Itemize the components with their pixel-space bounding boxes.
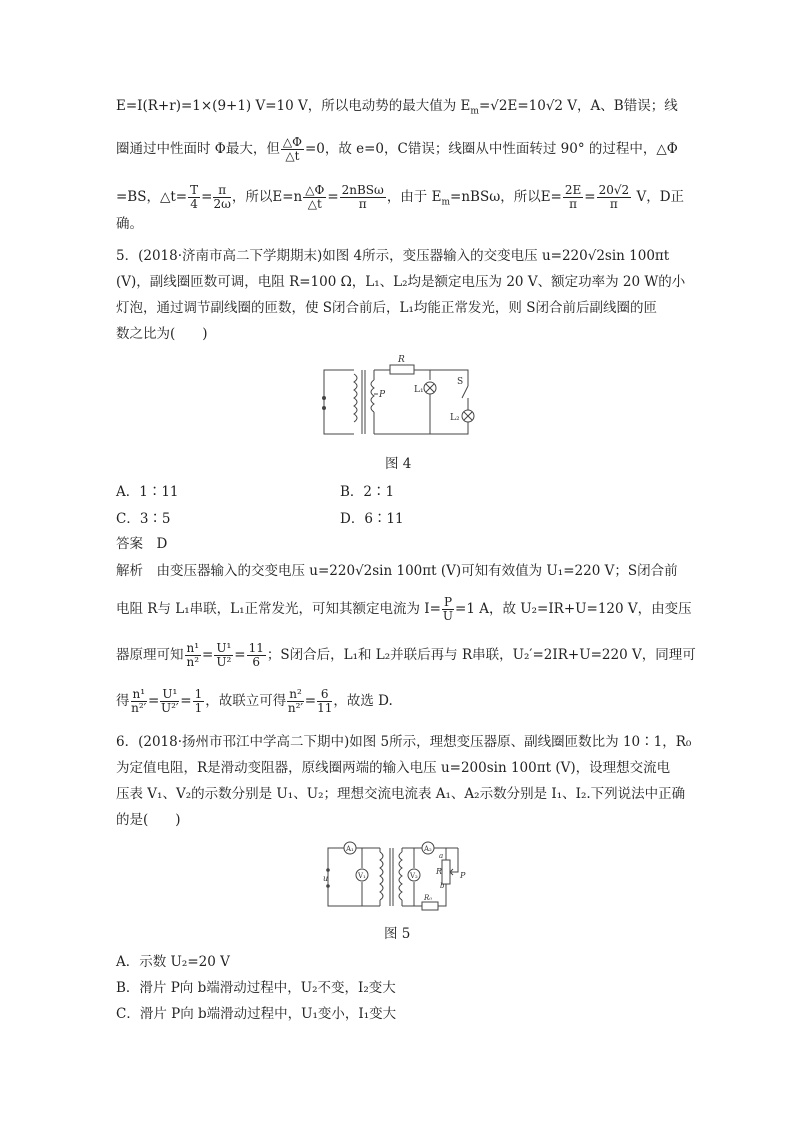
fig5-label-R: R <box>436 867 443 876</box>
fig4-label-S: S <box>457 377 464 387</box>
fraction: $\frac{P}{U}$ <box>442 595 454 623</box>
fraction: $\frac{\text{U¹}}{\text{U²′}}$ <box>161 687 179 715</box>
fraction: $\frac{6}{11}$ <box>317 687 333 715</box>
q6-option-b: B．滑片 P向 b端滑动过程中，U₂不变，I₂变大 <box>116 980 396 996</box>
fraction: $\frac{\text{n¹}}{\text{n²}}$ <box>186 641 200 669</box>
q5-answer: 答案 D <box>116 536 168 552</box>
q6-option-c: C．滑片 P向 b端滑动过程中，U₁变小，I₁变大 <box>116 1006 397 1022</box>
fraction: $\frac{\text{n²}}{\text{n²′}}$ <box>287 687 304 715</box>
fig5-label-P: P <box>460 871 466 880</box>
fig4-label-R: R <box>398 355 405 365</box>
q6-line-2: 为定值电阻，R是滑动变阻器，原线圈两端的输入电压 u=200sin 100πt (V)，设理想交流电 <box>116 760 671 776</box>
q5-option-d: D．6∶11 <box>340 511 404 527</box>
fraction: $\frac{\pi}{2\omega}$ <box>213 183 231 211</box>
fraction: $\frac{2E}{\pi}$ <box>564 183 582 211</box>
q6-option-a: A．示数 U₂=20 V <box>116 954 230 970</box>
figure-4-caption: 图 4 <box>385 456 412 472</box>
q5-solution-line-2: 电阻 R与 L₁串联，L₁正常发光，可知其额定电流为 I= $\frac{P}{U}$ =1 A，故 U₂=IR+U=120 V，由变压 <box>116 595 692 623</box>
q5-solution-line-1: 解析 由变压器输入的交变电压 u=220√2sin 100πt (V)可知有效值为 U₁=220 V；S闭合前 <box>116 563 678 579</box>
circuit-figure-5 <box>320 838 468 914</box>
q5-line-3: 灯泡，通过调节副线圈的匝数，使 S闭合前后，L₁均能正常发光，则 S闭合前后副线圈的匝 <box>116 300 657 316</box>
fraction: $\frac{\text{U¹}}{\text{U²}}$ <box>216 641 232 669</box>
fraction: $\frac{\text{n¹}}{\text{n²′}}$ <box>131 687 147 715</box>
fig5-label-V1: V₁ <box>358 872 366 880</box>
q5-line-4: 数之比为( ) <box>116 326 208 342</box>
fig5-label-A1: A₁ <box>346 845 354 853</box>
sol4-line-3: =BS，△t= $\frac{T}{4}$ = $\frac{\pi}{2\omega}$ ，所以E=n $\frac{\triangle\Phi}{\triangle t}$ = $\frac{\text{2nBSω}}{\pi}$ ，由于 $E_m=nBS\omega$，所以E= $\frac{2E}{\pi}$ = $\frac{20√2}{\pi}$ V，D正 <box>116 183 685 211</box>
q6-line-1: 6．(2018·扬州市邗江中学高二下期中)如图 5所示，理想变压器原、副线圈匝数比为 10∶1，R₀ <box>116 734 692 750</box>
fraction: $\frac{\triangle\Phi}{\triangle t}$ <box>305 183 325 211</box>
figure-5-caption: 图 5 <box>384 926 411 942</box>
q6-line-4: 的是( ) <box>116 812 181 828</box>
fig5-label-A2: A₂ <box>424 845 432 853</box>
q5-option-a: A．1∶11 <box>116 484 179 500</box>
fraction: $\frac{T}{4}$ <box>190 183 199 211</box>
fig4-label-P: P <box>379 390 386 400</box>
q5-line-2: (V)，副线圈匝数可调，电阻 R=100 Ω，L₁、L₂均是额定电压为 20 V、额定功率为 20 W的小 <box>116 274 686 290</box>
q6-line-3: 压表 V₁、V₂的示数分别是 U₁、U₂；理想交流电流表 A₁、A₂示数分别是 I₁、I₂.下列说法中正确 <box>116 786 686 802</box>
sol4-line-4: 确。 <box>116 216 143 232</box>
fraction: $\frac{1}{1}$ <box>194 687 203 715</box>
fig4-label-L1: L₁ <box>414 385 424 395</box>
q5-option-b: B．2∶1 <box>340 484 395 500</box>
fig4-label-L2: L₂ <box>450 413 460 423</box>
fraction: $\frac{20√2}{\pi}$ <box>598 183 630 211</box>
sol4-line-1: E=I(R+r)=1×(9+1) V=10 V，所以电动势的最大值为 $E_m=√2E=10√2$ V，A、B错误；线 <box>116 98 678 117</box>
q5-option-c: C．3∶5 <box>116 511 171 527</box>
fig5-label-R0: R₀ <box>424 894 433 902</box>
fraction: $\frac{\text{2nBSω}}{\pi}$ <box>341 183 384 211</box>
fig5-label-u: u <box>323 874 329 883</box>
fig5-label-a: a <box>439 852 444 860</box>
q5-solution-line-4: 得 $\frac{\text{n¹}}{\text{n²′}}$ = $\frac{\text{U¹}}{\text{U²′}}$ = $\frac{1}{1}$ ，故联立可得 $\frac{\text{n²}}{\text{n²′}}$ = $\frac{6}{11}$ ，故选 D. <box>116 687 393 715</box>
fig5-label-V2: V₂ <box>410 872 418 880</box>
fraction: $\frac{11}{6}$ <box>248 641 264 669</box>
fraction: $\frac{\triangle\Phi}{\triangle t}$ <box>282 135 302 163</box>
q5-solution-line-3: 器原理可知 $\frac{\text{n¹}}{\text{n²}}$ = $\frac{\text{U¹}}{\text{U²}}$ = $\frac{11}{6}$ ；S闭合后，L₁和 L₂并联后再与 R串联，U₂′=2IR+U=220 V，同理可 <box>116 641 696 669</box>
fig5-label-b: b <box>440 882 445 890</box>
sol4-line-2: 圈通过中性面时 Φ最大，但 $\frac{\triangle\Phi}{\triangle t}$ =0，故 e=0，C错误；线圈从中性面转过 90° 的过程中，△Φ <box>116 135 678 163</box>
circuit-figure-4 <box>318 352 486 442</box>
q5-line-1: 5．(2018·济南市高二下学期期末)如图 4所示，变压器输入的交变电压 u=220√2sin 100πt <box>116 248 670 264</box>
